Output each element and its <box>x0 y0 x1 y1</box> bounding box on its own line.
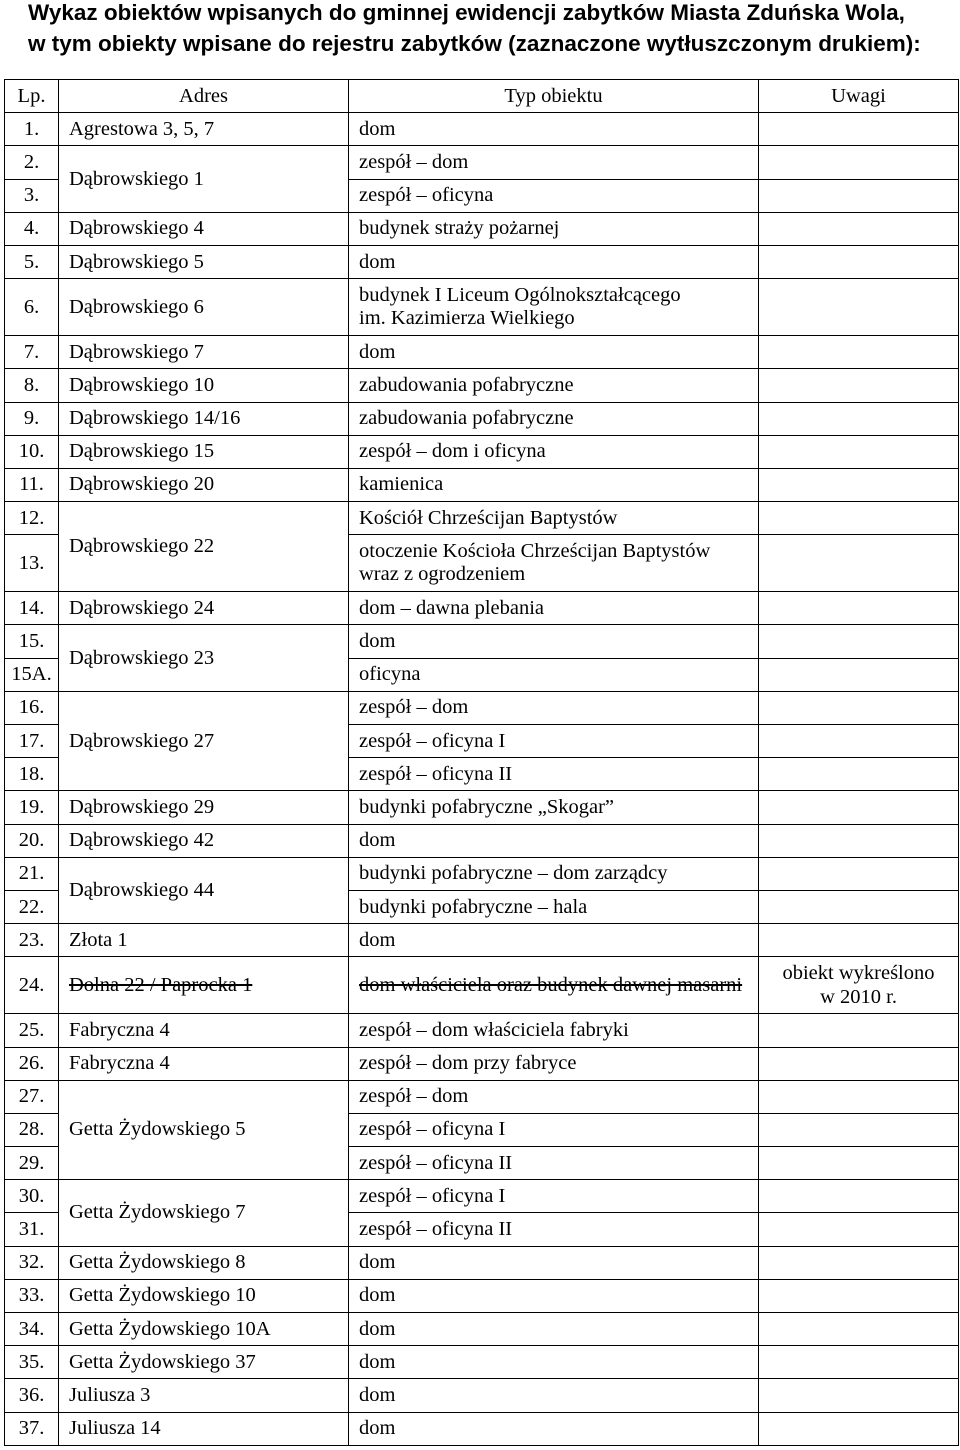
object-type-cell: dom <box>349 924 759 957</box>
table-row <box>5 924 959 957</box>
lp-cell: 24. <box>5 957 59 1014</box>
table-row <box>5 791 959 824</box>
object-type-cell: budynki pofabryczne – dom zarządcy <box>349 857 759 890</box>
table-row <box>5 245 959 278</box>
notes-cell <box>759 1014 959 1047</box>
lp-cell: 21. <box>5 857 59 890</box>
notes-cell <box>759 725 959 758</box>
table-row <box>5 1279 959 1312</box>
table-row <box>5 691 959 724</box>
object-type-cell: otoczenie Kościoła Chrześcijan Baptystów wraz z ogrodzeniem <box>349 535 759 592</box>
object-type-cell: dom <box>349 1246 759 1279</box>
address-cell: Juliusza 14 <box>59 1412 349 1445</box>
address-cell: Dąbrowskiego 29 <box>59 791 349 824</box>
notes-cell <box>759 890 959 923</box>
lp-cell: 37. <box>5 1412 59 1445</box>
table-row <box>5 1379 959 1412</box>
lp-cell: 10. <box>5 435 59 468</box>
lp-cell: 36. <box>5 1379 59 1412</box>
document-title-line-1: Wykaz obiektów wpisanych do gminnej ewidencji zabytków Miasta Zduńska Wola, <box>28 0 905 25</box>
notes-cell <box>759 179 959 212</box>
object-type-cell: oficyna <box>349 658 759 691</box>
lp-cell: 23. <box>5 924 59 957</box>
address-cell: Dąbrowskiego 14/16 <box>59 402 349 435</box>
lp-cell: 31. <box>5 1213 59 1246</box>
object-type-cell: dom – dawna plebania <box>349 592 759 625</box>
address-cell: Dąbrowskiego 4 <box>59 212 349 245</box>
address-cell: Dąbrowskiego 6 <box>59 279 349 336</box>
notes-cell <box>759 369 959 402</box>
notes-cell <box>759 1113 959 1146</box>
object-type-cell: zespół – dom <box>349 691 759 724</box>
object-type-cell: budynki pofabryczne – hala <box>349 890 759 923</box>
table-row <box>5 1014 959 1047</box>
address-cell: Złota 1 <box>59 924 349 957</box>
notes-cell <box>759 625 959 658</box>
table-row <box>5 402 959 435</box>
notes-cell <box>759 402 959 435</box>
table-row <box>5 625 959 658</box>
table-body <box>5 113 959 1446</box>
address-cell: Getta Żydowskiego 5 <box>59 1080 349 1180</box>
notes-cell <box>759 1346 959 1379</box>
notes-cell <box>759 535 959 592</box>
lp-cell: 8. <box>5 369 59 402</box>
notes-cell <box>759 146 959 179</box>
table-row <box>5 212 959 245</box>
lp-cell: 13. <box>5 535 59 592</box>
notes-cell <box>759 1313 959 1346</box>
lp-cell: 9. <box>5 402 59 435</box>
lp-cell: 5. <box>5 245 59 278</box>
table-row <box>5 957 959 1014</box>
object-type-cell: zespół – dom <box>349 146 759 179</box>
notes-cell <box>759 1412 959 1445</box>
lp-cell: 33. <box>5 1279 59 1312</box>
object-type-cell: zespół – dom <box>349 1080 759 1113</box>
table-row <box>5 113 959 146</box>
notes-cell <box>759 1213 959 1246</box>
lp-cell: 1. <box>5 113 59 146</box>
object-type-cell: zespół – oficyna <box>349 179 759 212</box>
lp-cell: 15. <box>5 625 59 658</box>
notes-cell <box>759 435 959 468</box>
address-cell: Fabryczna 4 <box>59 1014 349 1047</box>
object-type-cell: dom <box>349 1346 759 1379</box>
table-row <box>5 468 959 501</box>
notes-cell <box>759 1080 959 1113</box>
table-row <box>5 592 959 625</box>
notes-cell: obiekt wykreślono w 2010 r. <box>759 957 959 1014</box>
object-type-cell: kamienica <box>349 468 759 501</box>
address-cell: Dąbrowskiego 24 <box>59 592 349 625</box>
object-type-cell: zespół – oficyna II <box>349 758 759 791</box>
notes-cell <box>759 824 959 857</box>
notes-cell <box>759 1279 959 1312</box>
lp-cell: 26. <box>5 1047 59 1080</box>
object-type-cell: dom <box>349 245 759 278</box>
address-cell: Dąbrowskiego 1 <box>59 146 349 212</box>
table-row <box>5 502 959 535</box>
object-type-cell: zespół – dom właściciela fabryki <box>349 1014 759 1047</box>
lp-cell: 6. <box>5 279 59 336</box>
object-type-cell: zespół – oficyna II <box>349 1147 759 1180</box>
notes-cell <box>759 502 959 535</box>
address-cell: Dąbrowskiego 44 <box>59 857 349 923</box>
notes-cell <box>759 1379 959 1412</box>
notes-cell <box>759 279 959 336</box>
lp-cell: 16. <box>5 691 59 724</box>
notes-cell <box>759 336 959 369</box>
lp-cell: 28. <box>5 1113 59 1146</box>
table-row <box>5 336 959 369</box>
address-cell: Getta Żydowskiego 8 <box>59 1246 349 1279</box>
table-row <box>5 1346 959 1379</box>
lp-cell: 30. <box>5 1180 59 1213</box>
notes-cell <box>759 791 959 824</box>
notes-cell <box>759 1246 959 1279</box>
notes-cell <box>759 212 959 245</box>
table-row <box>5 1047 959 1080</box>
address-cell: Dąbrowskiego 42 <box>59 824 349 857</box>
table-row <box>5 1246 959 1279</box>
object-type-cell: dom <box>349 625 759 658</box>
table-row <box>5 1080 959 1113</box>
header-notes: Uwagi <box>759 80 959 113</box>
object-type-cell: zabudowania pofabryczne <box>349 402 759 435</box>
lp-cell: 32. <box>5 1246 59 1279</box>
notes-cell <box>759 658 959 691</box>
notes-cell <box>759 245 959 278</box>
object-type-cell: zespół – dom przy fabryce <box>349 1047 759 1080</box>
notes-cell <box>759 592 959 625</box>
table-row <box>5 369 959 402</box>
object-type-cell: zespół – oficyna I <box>349 1113 759 1146</box>
address-cell: Fabryczna 4 <box>59 1047 349 1080</box>
address-cell: Juliusza 3 <box>59 1379 349 1412</box>
lp-cell: 11. <box>5 468 59 501</box>
notes-cell <box>759 1047 959 1080</box>
object-type-cell: Kościół Chrześcijan Baptystów <box>349 502 759 535</box>
table-header-row <box>5 80 959 113</box>
notes-cell <box>759 758 959 791</box>
lp-cell: 3. <box>5 179 59 212</box>
address-cell: Getta Żydowskiego 10A <box>59 1313 349 1346</box>
object-type-cell: dom <box>349 1379 759 1412</box>
object-type-cell: dom <box>349 1313 759 1346</box>
table-row <box>5 146 959 179</box>
notes-cell <box>759 857 959 890</box>
document-title <box>28 0 921 59</box>
notes-cell <box>759 113 959 146</box>
notes-cell <box>759 1147 959 1180</box>
lp-cell: 17. <box>5 725 59 758</box>
header-address: Adres <box>59 80 349 113</box>
address-cell: Dąbrowskiego 15 <box>59 435 349 468</box>
address-cell: Getta Żydowskiego 7 <box>59 1180 349 1246</box>
lp-cell: 25. <box>5 1014 59 1047</box>
document-title-line-2: w tym obiekty wpisane do rejestru zabytków (zaznaczone wytłuszczonym drukiem): <box>28 31 921 56</box>
lp-cell: 15A. <box>5 658 59 691</box>
object-type-cell: zespół – oficyna I <box>349 1180 759 1213</box>
lp-cell: 2. <box>5 146 59 179</box>
lp-cell: 27. <box>5 1080 59 1113</box>
table-row <box>5 1412 959 1445</box>
table-row <box>5 279 959 336</box>
object-type-cell: dom <box>349 113 759 146</box>
object-type-cell: budynek straży pożarnej <box>349 212 759 245</box>
monuments-table <box>4 79 959 1446</box>
lp-cell: 12. <box>5 502 59 535</box>
lp-cell: 22. <box>5 890 59 923</box>
object-type-cell: budynki pofabryczne „Skogar” <box>349 791 759 824</box>
notes-cell <box>759 1180 959 1213</box>
address-cell: Dąbrowskiego 27 <box>59 691 349 791</box>
header-type: Typ obiektu <box>349 80 759 113</box>
lp-cell: 34. <box>5 1313 59 1346</box>
lp-cell: 7. <box>5 336 59 369</box>
lp-cell: 20. <box>5 824 59 857</box>
address-cell: Dąbrowskiego 5 <box>59 245 349 278</box>
table-row <box>5 824 959 857</box>
object-type-cell: zespół – dom i oficyna <box>349 435 759 468</box>
notes-cell <box>759 468 959 501</box>
address-cell: Dolna 22 / Paprocka 1 <box>59 957 349 1014</box>
object-type-cell: zespół – oficyna II <box>349 1213 759 1246</box>
address-cell: Getta Żydowskiego 37 <box>59 1346 349 1379</box>
object-type-cell: dom <box>349 1412 759 1445</box>
address-cell: Agrestowa 3, 5, 7 <box>59 113 349 146</box>
lp-cell: 19. <box>5 791 59 824</box>
address-cell: Dąbrowskiego 10 <box>59 369 349 402</box>
address-cell: Dąbrowskiego 20 <box>59 468 349 501</box>
object-type-cell: dom <box>349 336 759 369</box>
object-type-cell: dom <box>349 1279 759 1312</box>
table-row <box>5 435 959 468</box>
lp-cell: 35. <box>5 1346 59 1379</box>
address-cell: Getta Żydowskiego 10 <box>59 1279 349 1312</box>
object-type-cell: dom <box>349 824 759 857</box>
object-type-cell: zabudowania pofabryczne <box>349 369 759 402</box>
notes-cell <box>759 691 959 724</box>
lp-cell: 14. <box>5 592 59 625</box>
object-type-cell: dom właściciela oraz budynek dawnej masarni <box>349 957 759 1014</box>
lp-cell: 4. <box>5 212 59 245</box>
lp-cell: 29. <box>5 1147 59 1180</box>
object-type-cell: budynek I Liceum Ogólnokształcącego im. Kazimierza Wielkiego <box>349 279 759 336</box>
object-type-cell: zespół – oficyna I <box>349 725 759 758</box>
address-cell: Dąbrowskiego 22 <box>59 502 349 592</box>
address-cell: Dąbrowskiego 23 <box>59 625 349 691</box>
table-row <box>5 1180 959 1213</box>
table-row <box>5 1313 959 1346</box>
table-row <box>5 857 959 890</box>
notes-cell <box>759 924 959 957</box>
header-lp: Lp. <box>5 80 59 113</box>
address-cell: Dąbrowskiego 7 <box>59 336 349 369</box>
lp-cell: 18. <box>5 758 59 791</box>
